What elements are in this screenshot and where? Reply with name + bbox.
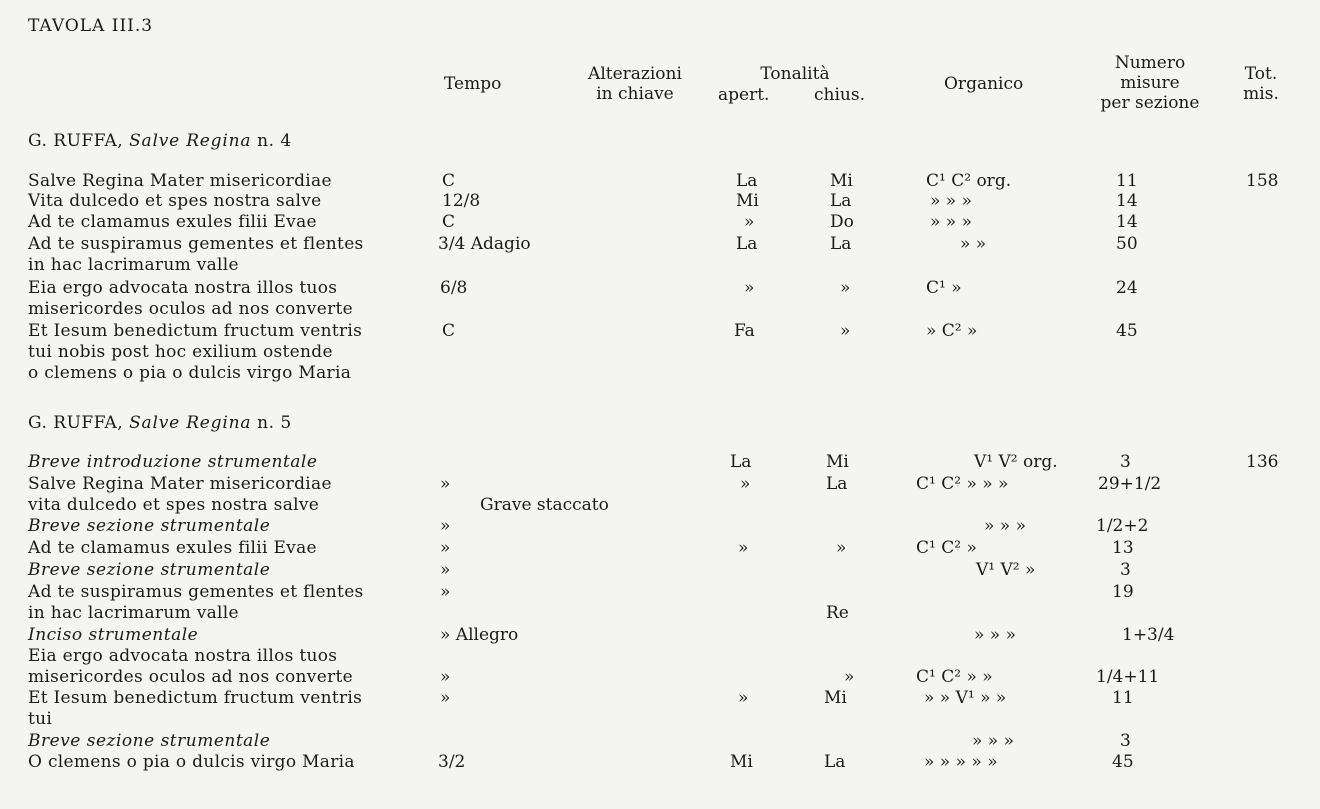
table-row-text: Eia ergo advocata nostra illos tuos xyxy=(28,278,338,298)
cell-chius: La xyxy=(830,234,852,254)
cell-organico: » » » xyxy=(930,212,973,232)
cell-tempo: 12/8 xyxy=(442,191,481,211)
cell-organico: C¹ C² org. xyxy=(926,171,1012,191)
cell-apert: » xyxy=(740,474,751,494)
cell-organico: C¹ C² » xyxy=(916,538,977,558)
cell-organico: » » xyxy=(960,234,987,254)
cell-misure: 1/4+11 xyxy=(1096,667,1160,687)
header-tot-line1: Tot. xyxy=(1244,64,1278,84)
cell-misure: 1/2+2 xyxy=(1096,516,1149,536)
cell-tempo: » xyxy=(440,560,451,580)
header-organico: Organico xyxy=(944,74,1024,94)
cell-chius: La xyxy=(830,191,852,211)
cell-misure: 3 xyxy=(1120,560,1131,580)
header-alterazioni-line2: in chiave xyxy=(596,84,674,104)
cell-chius: » xyxy=(840,278,851,298)
cell-apert: » xyxy=(738,688,749,708)
cell-misure: 29+1/2 xyxy=(1098,474,1162,494)
cell-tempo: » xyxy=(440,474,451,494)
table-row-text: O clemens o pia o dulcis virgo Maria xyxy=(28,752,355,772)
cell-misure: 14 xyxy=(1116,212,1138,232)
cell-chius: La xyxy=(824,752,846,772)
section1-total: 158 xyxy=(1246,171,1279,191)
table-row-text: in hac lacrimarum valle xyxy=(28,255,239,275)
table-row-text: in hac lacrimarum valle xyxy=(28,603,239,623)
cell-chius: Do xyxy=(830,212,854,232)
section1-work: Salve Regina xyxy=(129,131,252,151)
table-row-text: Breve sezione strumentale xyxy=(28,731,271,751)
cell-organico: V¹ V² » xyxy=(976,560,1036,580)
cell-tempo: C xyxy=(442,171,456,191)
cell-note: Grave staccato xyxy=(480,495,609,515)
cell-organico: C¹ C² » » xyxy=(916,667,993,687)
cell-apert: Fa xyxy=(734,321,755,341)
header-tot-line2: mis. xyxy=(1243,84,1279,104)
header-apert: apert. xyxy=(718,85,770,105)
header-tempo: Tempo xyxy=(444,74,502,94)
cell-misure: 45 xyxy=(1112,752,1134,772)
table-row-text: Inciso strumentale xyxy=(28,625,199,645)
table-row-text: Breve sezione strumentale xyxy=(28,516,271,536)
cell-tempo: C xyxy=(442,321,456,341)
table-row-text: vita dulcedo et spes nostra salve xyxy=(28,495,320,515)
table-row-text: Vita dulcedo et spes nostra salve xyxy=(28,191,322,211)
cell-misure: 19 xyxy=(1112,582,1134,602)
cell-misure: 50 xyxy=(1116,234,1138,254)
cell-organico: » » » xyxy=(972,731,1015,751)
cell-tempo: » xyxy=(440,538,451,558)
table-row-text: Eia ergo advocata nostra illos tuos xyxy=(28,646,338,666)
section2-heading xyxy=(28,413,292,433)
cell-apert: » xyxy=(738,538,749,558)
cell-misure: 1+3/4 xyxy=(1122,625,1175,645)
section2-number: n. 5 xyxy=(257,413,292,433)
cell-organico: C¹ » xyxy=(926,278,962,298)
table-row-text: Breve sezione strumentale xyxy=(28,560,271,580)
section1-number: n. 4 xyxy=(257,131,292,151)
table-row-text: Et Iesum benedictum fructum ventris xyxy=(28,321,363,341)
cell-apert: La xyxy=(736,171,758,191)
cell-misure: 45 xyxy=(1116,321,1138,341)
header-tot xyxy=(1236,64,1286,104)
cell-apert: Mi xyxy=(730,752,753,772)
table-row-text: tui xyxy=(28,709,53,729)
cell-chius: » xyxy=(840,321,851,341)
table-row-text: misericordes oculos ad nos converte xyxy=(28,667,353,687)
cell-misure: 11 xyxy=(1116,171,1138,191)
cell-organico: » » » xyxy=(930,191,973,211)
cell-organico: » C² » xyxy=(926,321,978,341)
cell-misure: 14 xyxy=(1116,191,1138,211)
table-row-text: Breve introduzione strumentale xyxy=(28,452,318,472)
cell-chius: Mi xyxy=(826,452,849,472)
cell-tempo: » xyxy=(440,667,451,687)
cell-chius: Re xyxy=(826,603,849,623)
cell-chius: La xyxy=(826,474,848,494)
cell-misure: 3 xyxy=(1120,731,1131,751)
section2-work: Salve Regina xyxy=(129,413,252,433)
cell-organico: C¹ C² » » » xyxy=(916,474,1009,494)
cell-tempo: 3/2 xyxy=(438,752,466,772)
cell-apert: » xyxy=(744,212,755,232)
table-row-text: Ad te clamamus exules filii Evae xyxy=(28,212,317,232)
cell-tempo: » xyxy=(440,516,451,536)
cell-chius: Mi xyxy=(824,688,847,708)
table-row-text: misericordes oculos ad nos converte xyxy=(28,299,353,319)
header-alterazioni xyxy=(575,64,695,104)
header-tonalita: Tonalità xyxy=(760,64,830,84)
cell-apert: Mi xyxy=(736,191,759,211)
cell-tempo: 6/8 xyxy=(440,278,468,298)
cell-tempo: » Allegro xyxy=(440,625,519,645)
table-row-text: Ad te suspiramus gementes et flentes xyxy=(28,582,364,602)
cell-tempo: » xyxy=(440,582,451,602)
cell-apert: » xyxy=(744,278,755,298)
table-row-text: Salve Regina Mater misericordiae xyxy=(28,171,332,191)
table-row-text: Ad te suspiramus gementes et flentes xyxy=(28,234,364,254)
table-row-text: Salve Regina Mater misericordiae xyxy=(28,474,332,494)
cell-tempo: C xyxy=(442,212,456,232)
header-numero-line1: Numero xyxy=(1114,53,1186,73)
cell-chius: » xyxy=(836,538,847,558)
cell-organico: » » » » » xyxy=(924,752,998,772)
header-numero-line2: misure xyxy=(1120,73,1180,93)
header-alterazioni-line1: Alterazioni xyxy=(588,64,682,84)
cell-organico: » » » xyxy=(984,516,1027,536)
header-numero-line3: per sezione xyxy=(1100,93,1200,113)
table-title: TAVOLA III.3 xyxy=(28,16,154,36)
cell-misure: 13 xyxy=(1112,538,1134,558)
cell-chius: Mi xyxy=(830,171,853,191)
cell-misure: 24 xyxy=(1116,278,1138,298)
table-row-text: tui nobis post hoc exilium ostende xyxy=(28,342,333,362)
header-numero xyxy=(1080,53,1220,113)
cell-organico: » » V¹ » » xyxy=(924,688,1007,708)
cell-apert: La xyxy=(730,452,752,472)
header-chius: chius. xyxy=(814,85,865,105)
cell-organico: » » » xyxy=(974,625,1017,645)
section1-heading xyxy=(28,131,292,151)
section2-total: 136 xyxy=(1246,452,1279,472)
section1-composer: G. RUFFA, xyxy=(28,131,124,151)
cell-organico: V¹ V² org. xyxy=(974,452,1058,472)
table-row-text: Et Iesum benedictum fructum ventris xyxy=(28,688,363,708)
cell-chius: » xyxy=(844,667,855,687)
cell-tempo: 3/4 Adagio xyxy=(438,234,531,254)
cell-apert: La xyxy=(736,234,758,254)
section2-composer: G. RUFFA, xyxy=(28,413,124,433)
cell-misure: 11 xyxy=(1112,688,1134,708)
cell-tempo: » xyxy=(440,688,451,708)
cell-misure: 3 xyxy=(1120,452,1131,472)
table-row-text: Ad te clamamus exules filii Evae xyxy=(28,538,317,558)
table-row-text: o clemens o pia o dulcis virgo Maria xyxy=(28,363,352,383)
